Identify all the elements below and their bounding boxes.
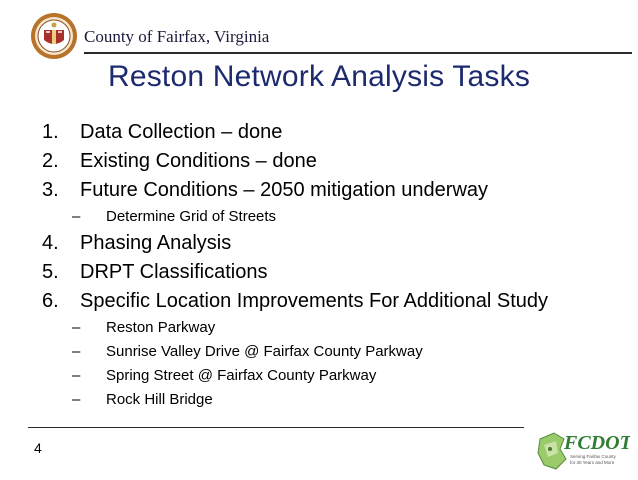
svg-text:for 30 Years and More: for 30 Years and More [570,460,615,465]
sub-list-item: – Rock Hill Bridge [72,391,213,408]
fcdot-logo [534,425,630,475]
header-divider [84,52,632,54]
county-name: County of Fairfax, Virginia [84,27,270,46]
sub-list-item: – Determine Grid of Streets [72,208,277,225]
sub-list-item: – Sunrise Valley Drive @ Fairfax County Parkway [72,343,423,360]
list-item: 6. Specific Location Improvements For Additional Study [42,290,549,312]
sub-list-item: – Spring Street @ Fairfax County Parkway [72,367,377,384]
county-seal-logo [30,12,78,60]
svg-text:FCDOT: FCDOT [564,432,630,454]
footer-divider [28,427,524,428]
list-item: 5. DRPT Classifications [42,261,268,283]
page-number: 4 [34,440,42,456]
sub-list-item: – Reston Parkway [72,319,216,336]
list-item: 3. Future Conditions – 2050 mitigation underway [42,179,489,201]
task-list [42,118,632,412]
svg-text:Serving Fairfax County: Serving Fairfax County [570,454,616,459]
list-item: 1. Data Collection – done [42,121,283,143]
list-item: 4. Phasing Analysis [42,232,232,254]
list-item: 2. Existing Conditions – done [42,150,317,172]
slide-title: Reston Network Analysis Tasks [107,60,531,93]
